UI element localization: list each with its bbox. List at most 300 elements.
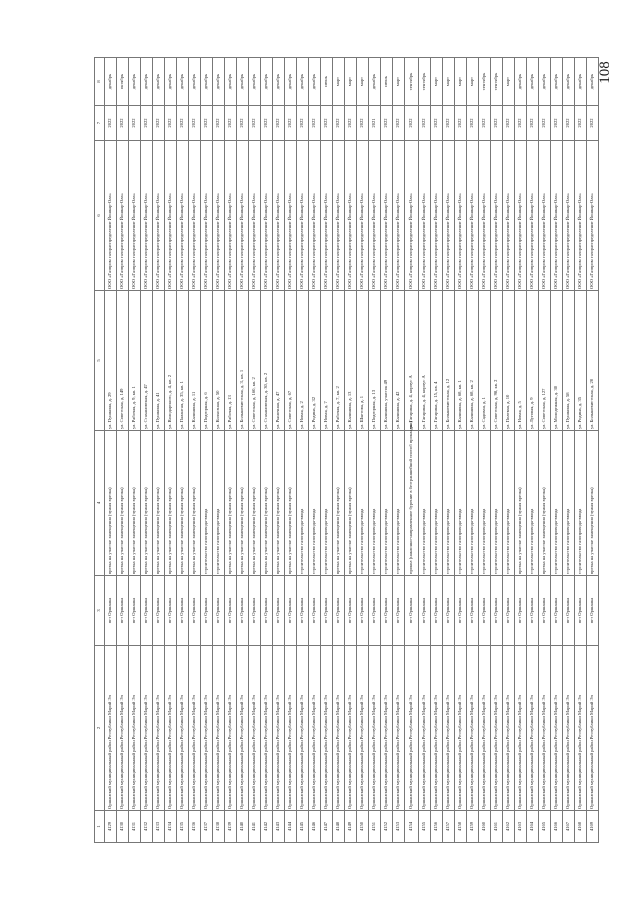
work-type-cell: строительство газопровода-ввода: [297, 431, 309, 576]
rotated-table-frame: [94, 58, 595, 843]
settlement-cell: пгт Оршанка: [297, 576, 309, 646]
settlement-cell: пгт Оршанка: [105, 576, 117, 646]
table-row: [515, 58, 527, 843]
settlement-cell: пгт Оршанка: [309, 576, 321, 646]
work-type-cell: строительство газопровода-ввода: [419, 431, 431, 576]
month-cell: декабрь: [369, 58, 381, 106]
organization-cell: ООО «Газпром газораспределение Йошкар-Ола»: [285, 141, 297, 291]
row-number: 4134: [165, 811, 177, 843]
row-number: 4160: [479, 811, 491, 843]
settlement-cell: пгт Оршанка: [503, 576, 515, 646]
organization-cell: ООО «Газпром газораспределение Йошкар-Ола»: [575, 141, 587, 291]
settlement-cell: пгт Оршанка: [141, 576, 153, 646]
organization-cell: ООО «Газпром газораспределение Йошкар-Ола»: [467, 141, 479, 291]
district-cell: Оршанский муниципальный район Республики Марий Эл: [539, 646, 551, 811]
settlement-cell: пгт Оршанка: [405, 576, 419, 646]
work-type-cell: врезка на участке замещения (чужая врезка): [285, 431, 297, 576]
work-type-cell: врезка на участке замещения (чужая врезка): [249, 431, 261, 576]
table-row: [491, 58, 503, 843]
year-cell: 2022: [405, 106, 419, 141]
district-cell: Оршанский муниципальный район Республики Марий Эл: [443, 646, 455, 811]
month-cell: декабрь: [515, 58, 527, 106]
row-number: 4161: [491, 811, 503, 843]
year-cell: 2022: [273, 106, 285, 141]
address-cell: ул. Стахановская, д. 47: [141, 291, 153, 431]
district-cell: Оршанский муниципальный район Республики Марий Эл: [285, 646, 297, 811]
district-cell: Оршанский муниципальный район Республики Марий Эл: [381, 646, 393, 811]
organization-cell: ООО «Газпром газораспределение Йошкар-Ола»: [105, 141, 117, 291]
district-cell: Оршанский муниципальный район Республики Марий Эл: [527, 646, 539, 811]
work-type-cell: строительство газопровода-ввода: [431, 431, 443, 576]
row-number: 4138: [213, 811, 225, 843]
address-cell: ул. Калинина, д. 68, кв. 1: [455, 291, 467, 431]
work-type-cell: строительство газопровода-ввода: [393, 431, 405, 576]
row-number: 4146: [309, 811, 321, 843]
month-cell: декабрь: [153, 58, 165, 106]
row-number: 4130: [117, 811, 129, 843]
month-cell: декабрь: [213, 58, 225, 106]
table-row: [225, 58, 237, 843]
column-header: 4: [95, 431, 105, 576]
row-number: 4137: [201, 811, 213, 843]
year-cell: 2022: [503, 106, 515, 141]
work-type-cell: врезка на участке замещения (чужая врезка): [189, 431, 201, 576]
address-cell: ул. Новая, д. 2: [297, 291, 309, 431]
address-cell: ул. Советская, д. 98, кв. 2: [491, 291, 503, 431]
organization-cell: ООО «Газпром газораспределение Йошкар-Ола»: [405, 141, 419, 291]
month-cell: декабрь: [165, 58, 177, 106]
month-cell: март: [431, 58, 443, 106]
settlement-cell: пгт Оршанка: [237, 576, 249, 646]
row-number: 4151: [369, 811, 381, 843]
address-cell: ул. Родина, д. 32: [309, 291, 321, 431]
row-number: 4144: [285, 811, 297, 843]
settlement-cell: пгт Оршанка: [261, 576, 273, 646]
organization-cell: ООО «Газпром газораспределение Йошкар-Ола»: [503, 141, 515, 291]
work-type-cell: врезка на участке замещения (чужая врезка): [345, 431, 357, 576]
organization-cell: ООО «Газпром газораспределение Йошкар-Ола»: [153, 141, 165, 291]
table-row: [141, 58, 153, 843]
district-cell: Оршанский муниципальный район Республики Марий Эл: [419, 646, 431, 811]
settlement-cell: пгт Оршанка: [587, 576, 599, 646]
work-type-cell: врезка на участке замещения (чужая врезка): [117, 431, 129, 576]
month-cell: декабрь: [105, 58, 117, 106]
address-cell: ул. Калинина, д. 13: [345, 291, 357, 431]
work-type-cell: строительство газопровода-ввода: [201, 431, 213, 576]
work-type-cell: строительство газопровода-ввода: [503, 431, 515, 576]
table-row: [333, 58, 345, 843]
month-cell: декабрь: [273, 58, 285, 106]
district-cell: Оршанский муниципальный район Республики Марий Эл: [587, 646, 599, 811]
table-row: [419, 58, 431, 843]
year-cell: 2022: [225, 106, 237, 141]
organization-cell: ООО «Газпром газораспределение Йошкар-Ола»: [213, 141, 225, 291]
organization-cell: ООО «Газпром газораспределение Йошкар-Ола»: [357, 141, 369, 291]
settlement-cell: пгт Оршанка: [117, 576, 129, 646]
year-cell: 2022: [455, 106, 467, 141]
table-row: [479, 58, 491, 843]
address-cell: ул. Советская, д. 67: [285, 291, 297, 431]
district-cell: Оршанский муниципальный район Республики Марий Эл: [393, 646, 405, 811]
work-type-cell: строительство газопровода-ввода: [491, 431, 503, 576]
address-cell: ул. Гагарина, д. 4, корпус А: [405, 291, 419, 431]
settlement-cell: пгт Оршанка: [515, 576, 527, 646]
row-number: 4168: [575, 811, 587, 843]
month-cell: декабрь: [285, 58, 297, 106]
work-type-cell: строительство газопровода-ввода: [321, 431, 333, 576]
address-cell: ул. Садовая, д. 1: [479, 291, 491, 431]
address-cell: ул. Шкетова, д. 1: [357, 291, 369, 431]
row-number: 4147: [321, 811, 333, 843]
gas-works-table: [94, 57, 599, 843]
address-cell: ул. Калинина, д. 68, кв. 2: [467, 291, 479, 431]
address-cell: ул. Рабочая, д. 13: [225, 291, 237, 431]
settlement-cell: пгт Оршанка: [225, 576, 237, 646]
year-cell: 2022: [539, 106, 551, 141]
row-number: 4135: [177, 811, 189, 843]
year-cell: 2022: [141, 106, 153, 141]
column-header: 1: [95, 811, 105, 843]
month-cell: октябрь: [117, 58, 129, 106]
district-cell: Оршанский муниципальный район Республики Марий Эл: [153, 646, 165, 811]
address-cell: ул. Большевистская, д. 12: [443, 291, 455, 431]
address-cell: ул. Пушкина, д. 58: [563, 291, 575, 431]
address-cell: ул. Стахановская, д. 30, кв. 2: [261, 291, 273, 431]
district-cell: Оршанский муниципальный район Республики Марий Эл: [225, 646, 237, 811]
month-cell: декабрь: [261, 58, 273, 106]
year-cell: 2022: [563, 106, 575, 141]
settlement-cell: пгт Оршанка: [551, 576, 563, 646]
work-type-cell: строительство газопровода-ввода: [213, 431, 225, 576]
address-cell: ул. Рыночная, д. 47: [273, 291, 285, 431]
settlement-cell: пгт Оршанка: [129, 576, 141, 646]
month-cell: декабрь: [225, 58, 237, 106]
settlement-cell: пгт Оршанка: [273, 576, 285, 646]
year-cell: 2022: [393, 106, 405, 141]
row-number: 4153: [393, 811, 405, 843]
work-type-cell: строительство газопровода-ввода: [369, 431, 381, 576]
organization-cell: ООО «Газпром газораспределение Йошкар-Ола»: [381, 141, 393, 291]
row-number: 4140: [237, 811, 249, 843]
row-number: 4131: [129, 811, 141, 843]
month-cell: декабрь: [129, 58, 141, 106]
row-number: 4143: [273, 811, 285, 843]
settlement-cell: пгт Оршанка: [381, 576, 393, 646]
year-cell: 2022: [309, 106, 321, 141]
work-type-cell: врезка на участке замещения (чужая врезка): [225, 431, 237, 576]
table-row: [405, 58, 419, 843]
organization-cell: ООО «Газпром газораспределение Йошкар-Ола»: [443, 141, 455, 291]
work-type-cell: врезка на участке замещения (чужая врезка): [105, 431, 117, 576]
district-cell: Оршанский муниципальный район Республики Марий Эл: [551, 646, 563, 811]
table-row: [189, 58, 201, 843]
table-row: [117, 58, 129, 843]
row-number: 4141: [249, 811, 261, 843]
year-cell: 2022: [357, 106, 369, 141]
district-cell: Оршанский муниципальный район Республики Марий Эл: [405, 646, 419, 811]
year-cell: 2022: [527, 106, 539, 141]
district-cell: Оршанский муниципальный район Республики Марий Эл: [117, 646, 129, 811]
year-cell: 2022: [189, 106, 201, 141]
organization-cell: ООО «Газпром газораспределение Йошкар-Ола»: [419, 141, 431, 291]
month-cell: март: [333, 58, 345, 106]
address-cell: ул. Большевистская, д. 20: [587, 291, 599, 431]
year-cell: 2022: [177, 106, 189, 141]
row-number: 4152: [381, 811, 393, 843]
district-cell: Оршанский муниципальный район Республики Марий Эл: [563, 646, 575, 811]
table-row: [381, 58, 393, 843]
work-type-cell: строительство газопровода-ввода: [563, 431, 575, 576]
organization-cell: ООО «Газпром газораспределение Йошкар-Ола»: [563, 141, 575, 291]
month-cell: июнь: [381, 58, 393, 106]
organization-cell: ООО «Газпром газораспределение Йошкар-Ола»: [189, 141, 201, 291]
settlement-cell: пгт Оршанка: [431, 576, 443, 646]
organization-cell: ООО «Газпром газораспределение Йошкар-Ола»: [261, 141, 273, 291]
table-row: [539, 58, 551, 843]
table-row: [575, 58, 587, 843]
settlement-cell: пгт Оршанка: [539, 576, 551, 646]
district-cell: Оршанский муниципальный район Республики Марий Эл: [333, 646, 345, 811]
address-cell: ул. Калинина, д. 11: [189, 291, 201, 431]
work-type-cell: врезка на участке замещения (чужая врезка): [177, 431, 189, 576]
settlement-cell: пгт Оршанка: [467, 576, 479, 646]
district-cell: Оршанский муниципальный район Республики Марий Эл: [165, 646, 177, 811]
work-type-cell: строительство газопровода-ввода: [527, 431, 539, 576]
column-header: 6: [95, 141, 105, 291]
work-type-cell: врезка на участке замещения (чужая врезка): [153, 431, 165, 576]
month-cell: декабрь: [237, 58, 249, 106]
address-cell: ул. Калинина, д. 42: [393, 291, 405, 431]
settlement-cell: пгт Оршанка: [527, 576, 539, 646]
row-number: 4167: [563, 811, 575, 843]
row-number: 4165: [539, 811, 551, 843]
month-cell: декабрь: [575, 58, 587, 106]
table-row: [587, 58, 599, 843]
table-row: [213, 58, 225, 843]
column-header: 5: [95, 291, 105, 431]
row-number: 4133: [153, 811, 165, 843]
settlement-cell: пгт Оршанка: [357, 576, 369, 646]
work-type-cell: строительство газопровода-ввода: [479, 431, 491, 576]
table-row: [129, 58, 141, 843]
table-row: [297, 58, 309, 843]
address-cell: ул. Луговая, д. 9: [527, 291, 539, 431]
district-cell: Оршанский муниципальный район Республики Марий Эл: [177, 646, 189, 811]
organization-cell: ООО «Газпром газораспределение Йошкар-Ола»: [539, 141, 551, 291]
month-cell: март: [443, 58, 455, 106]
year-cell: 2021: [369, 106, 381, 141]
column-header: 2: [95, 646, 105, 811]
address-cell: ул. Пушкина, д. 29: [105, 291, 117, 431]
year-cell: 2022: [345, 106, 357, 141]
year-cell: 2022: [237, 106, 249, 141]
year-cell: 2022: [575, 106, 587, 141]
work-type-cell: врезка на участке замещения (чужая врезка): [165, 431, 177, 576]
work-type-cell: врезка на участке замещения (чужая врезка): [333, 431, 345, 576]
address-cell: ул. Палантая, д. 35, кв. 1: [177, 291, 189, 431]
month-cell: декабрь: [249, 58, 261, 106]
table-row: [357, 58, 369, 843]
organization-cell: ООО «Газпром газораспределение Йошкар-Ола»: [587, 141, 599, 291]
address-cell: ул. Калинина, участок 49: [381, 291, 393, 431]
settlement-cell: пгт Оршанка: [419, 576, 431, 646]
district-cell: Оршанский муниципальный район Республики Марий Эл: [261, 646, 273, 811]
year-cell: 2022: [491, 106, 503, 141]
row-number: 4157: [443, 811, 455, 843]
organization-cell: ООО «Газпром газораспределение Йошкар-Ола»: [201, 141, 213, 291]
table-row: [443, 58, 455, 843]
district-cell: Оршанский муниципальный район Республики Марий Эл: [503, 646, 515, 811]
row-number: 4136: [189, 811, 201, 843]
year-cell: 2022: [105, 106, 117, 141]
year-cell: 2022: [261, 106, 273, 141]
district-cell: Оршанский муниципальный район Республики Марий Эл: [431, 646, 443, 811]
year-cell: 2022: [249, 106, 261, 141]
year-cell: 2022: [467, 106, 479, 141]
month-cell: сентябрь: [491, 58, 503, 106]
organization-cell: ООО «Газпром газораспределение Йошкар-Ола»: [129, 141, 141, 291]
address-cell: ул. Гагарина, д. 15, кв. 4: [431, 291, 443, 431]
district-cell: Оршанский муниципальный район Республики Марий Эл: [237, 646, 249, 811]
year-cell: 2022: [443, 106, 455, 141]
work-type-cell: врезка на участке замещения (чужая врезка): [129, 431, 141, 576]
address-cell: ул. Гагарина, д. 4, корпус А: [419, 291, 431, 431]
settlement-cell: пгт Оршанка: [177, 576, 189, 646]
district-cell: Оршанский муниципальный район Республики Марий Эл: [297, 646, 309, 811]
organization-cell: ООО «Газпром газораспределение Йошкар-Ола»: [297, 141, 309, 291]
row-number: 4139: [225, 811, 237, 843]
organization-cell: ООО «Газпром газораспределение Йошкар-Ола»: [491, 141, 503, 291]
month-cell: декабрь: [297, 58, 309, 106]
address-cell: ул. Советская, д. 127: [539, 291, 551, 431]
month-cell: декабрь: [177, 58, 189, 106]
month-cell: декабрь: [527, 58, 539, 106]
table-row: [503, 58, 515, 843]
address-cell: ул. Пушкина, д. 41: [153, 291, 165, 431]
year-cell: 2022: [165, 106, 177, 141]
work-type-cell: врезка на участке замещения (чужая врезка): [515, 431, 527, 576]
address-cell: ул. Подгорная, д. 13: [369, 291, 381, 431]
month-cell: декабрь: [189, 58, 201, 106]
settlement-cell: пгт Оршанка: [189, 576, 201, 646]
organization-cell: ООО «Газпром газораспределение Йошкар-Ола»: [165, 141, 177, 291]
work-type-cell: прокол (наклонно-направленное бурение в безтраншейной способ прокладки): [405, 431, 419, 576]
district-cell: Оршанский муниципальный район Республики Марий Эл: [345, 646, 357, 811]
district-cell: Оршанский муниципальный район Республики Марий Эл: [249, 646, 261, 811]
row-number: 4164: [527, 811, 539, 843]
settlement-cell: пгт Оршанка: [491, 576, 503, 646]
table-row: [431, 58, 443, 843]
organization-cell: ООО «Газпром газораспределение Йошкар-Ола»: [551, 141, 563, 291]
address-cell: ул. Подгорная, д. 6: [201, 291, 213, 431]
year-cell: 2022: [213, 106, 225, 141]
settlement-cell: пгт Оршанка: [333, 576, 345, 646]
address-cell: ул. Большевистская, д. 3, кв. 1: [237, 291, 249, 431]
settlement-cell: пгт Оршанка: [393, 576, 405, 646]
month-cell: март: [393, 58, 405, 106]
organization-cell: ООО «Газпром газораспределение Йошкар-Ола»: [527, 141, 539, 291]
district-cell: Оршанский муниципальный район Республики Марий Эл: [455, 646, 467, 811]
organization-cell: ООО «Газпром газораспределение Йошкар-Ола»: [333, 141, 345, 291]
district-cell: Оршанский муниципальный район Республики Марий Эл: [575, 646, 587, 811]
table-row: [177, 58, 189, 843]
header-row: [95, 58, 105, 843]
row-number: 4156: [431, 811, 443, 843]
month-cell: сентябрь: [419, 58, 431, 106]
organization-cell: ООО «Газпром газораспределение Йошкар-Ола»: [309, 141, 321, 291]
settlement-cell: пгт Оршанка: [479, 576, 491, 646]
row-number: 4163: [515, 811, 527, 843]
column-header: 3: [95, 576, 105, 646]
settlement-cell: пгт Оршанка: [213, 576, 225, 646]
table-row: [345, 58, 357, 843]
work-type-cell: врезка на участке замещения (чужая врезка): [237, 431, 249, 576]
organization-cell: ООО «Газпром газораспределение Йошкар-Ола»: [177, 141, 189, 291]
district-cell: Оршанский муниципальный район Республики Марий Эл: [369, 646, 381, 811]
work-type-cell: врезка на участке замещения (чужая врезка): [539, 431, 551, 576]
work-type-cell: строительство газопровода-ввода: [309, 431, 321, 576]
settlement-cell: пгт Оршанка: [285, 576, 297, 646]
district-cell: Оршанский муниципальный район Республики Марий Эл: [321, 646, 333, 811]
column-header: 7: [95, 106, 105, 141]
month-cell: декабрь: [539, 58, 551, 106]
table-row: [321, 58, 333, 843]
organization-cell: ООО «Газпром газораспределение Йошкар-Ола»: [515, 141, 527, 291]
table-row: [467, 58, 479, 843]
row-number: 4132: [141, 811, 153, 843]
table-row: [105, 58, 117, 843]
table-row: [455, 58, 467, 843]
address-cell: ул. Советская, д. 149: [117, 291, 129, 431]
table-row: [527, 58, 539, 843]
year-cell: 2022: [419, 106, 431, 141]
district-cell: Оршанский муниципальный район Республики Марий Эл: [201, 646, 213, 811]
table-row: [563, 58, 575, 843]
table-row: [369, 58, 381, 843]
organization-cell: ООО «Газпром газораспределение Йошкар-Ола»: [225, 141, 237, 291]
district-cell: Оршанский муниципальный район Республики Марий Эл: [309, 646, 321, 811]
settlement-cell: пгт Оршанка: [165, 576, 177, 646]
district-cell: Оршанский муниципальный район Республики Марий Эл: [213, 646, 225, 811]
address-cell: ул. Колхозная, д. 50: [213, 291, 225, 431]
year-cell: 2022: [587, 106, 599, 141]
settlement-cell: пгт Оршанка: [345, 576, 357, 646]
year-cell: 2022: [321, 106, 333, 141]
settlement-cell: пгт Оршанка: [249, 576, 261, 646]
month-cell: сентябрь: [405, 58, 419, 106]
settlement-cell: пгт Оршанка: [443, 576, 455, 646]
organization-cell: ООО «Газпром газораспределение Йошкар-Ола»: [273, 141, 285, 291]
work-type-cell: врезка на участке замещения (чужая врезка): [587, 431, 599, 576]
district-cell: Оршанский муниципальный район Республики Марий Эл: [273, 646, 285, 811]
row-number: 4129: [105, 811, 117, 843]
table-row: [309, 58, 321, 843]
month-cell: март: [503, 58, 515, 106]
table-row: [165, 58, 177, 843]
month-cell: декабрь: [309, 58, 321, 106]
work-type-cell: врезка на участке замещения (чужая врезка): [141, 431, 153, 576]
month-cell: март: [357, 58, 369, 106]
settlement-cell: пгт Оршанка: [369, 576, 381, 646]
table-body: [105, 58, 599, 843]
settlement-cell: пгт Оршанка: [563, 576, 575, 646]
organization-cell: ООО «Газпром газораспределение Йошкар-Ола»: [249, 141, 261, 291]
row-number: 4162: [503, 811, 515, 843]
year-cell: 2022: [297, 106, 309, 141]
year-cell: 2022: [551, 106, 563, 141]
year-cell: 2022: [153, 106, 165, 141]
row-number: 4166: [551, 811, 563, 843]
